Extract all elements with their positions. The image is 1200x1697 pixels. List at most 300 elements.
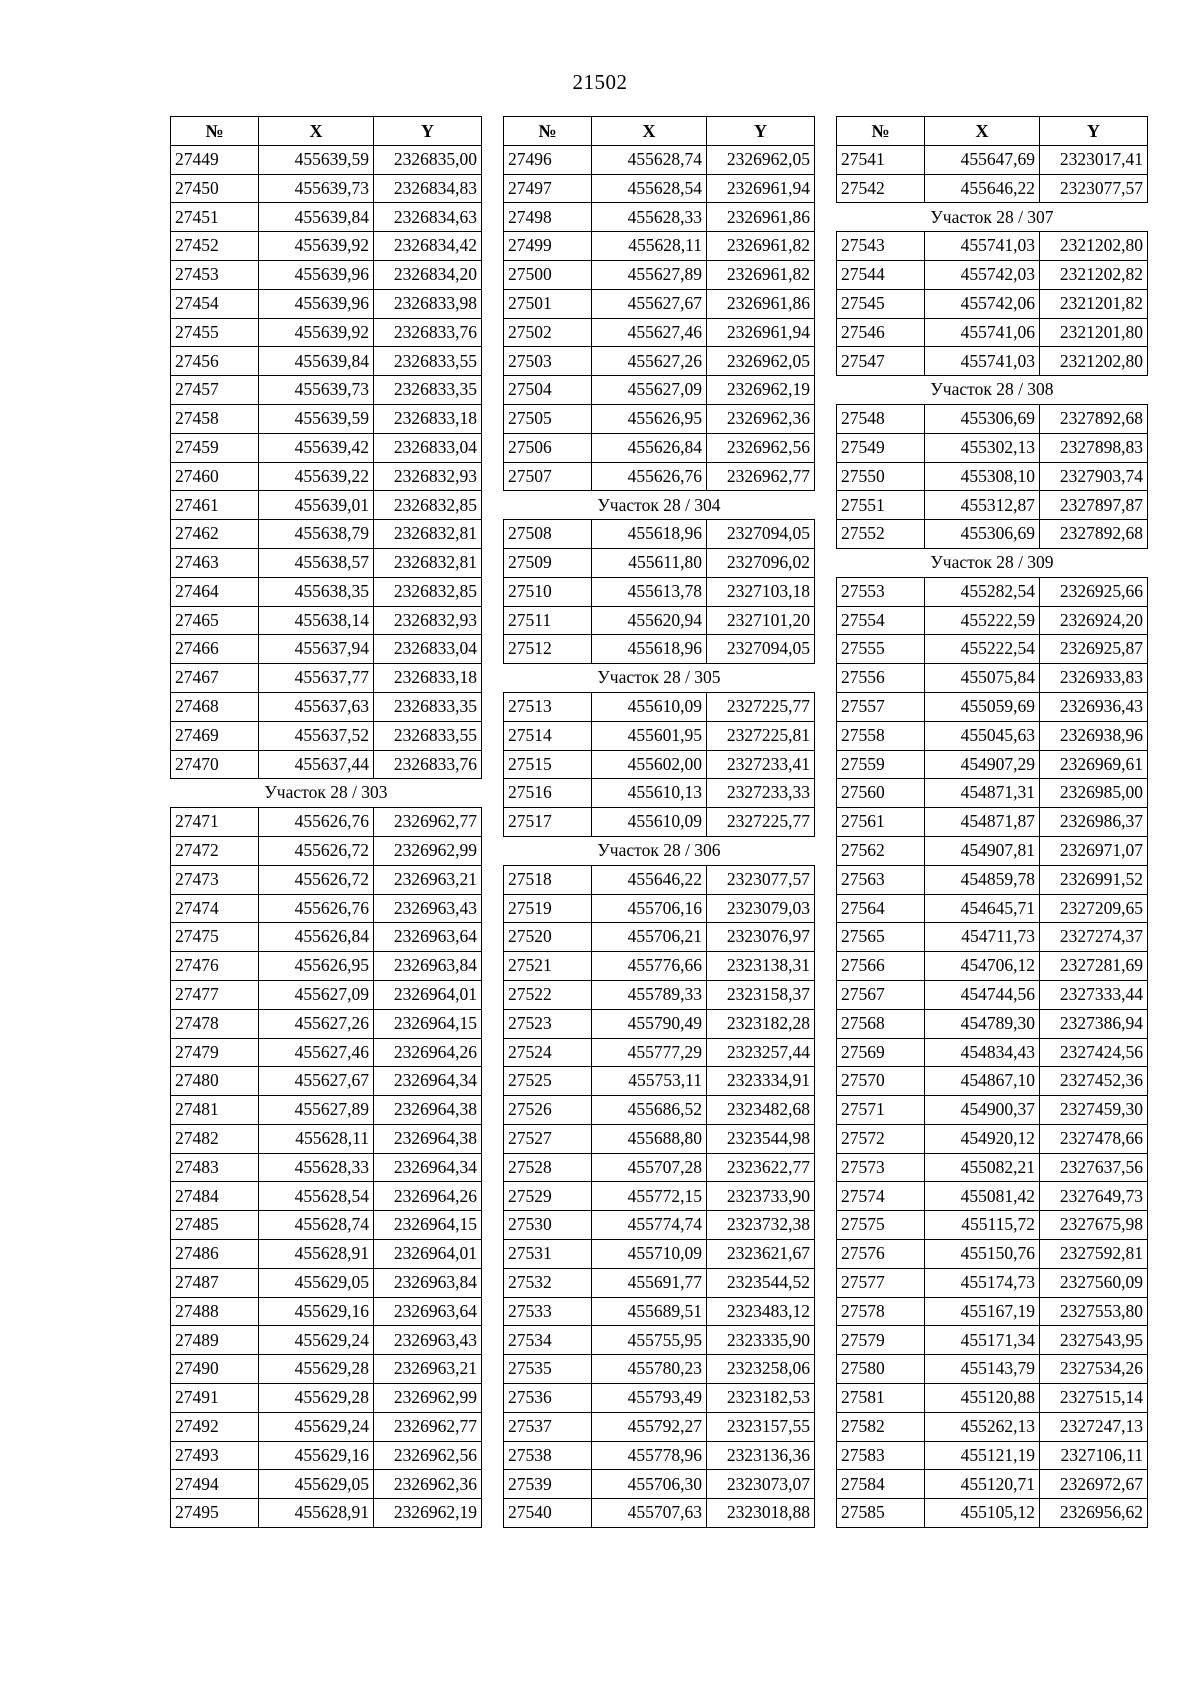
table-row [837,1297,1148,1326]
point-number: 27513 [504,692,592,721]
table-row [171,203,482,232]
y-coordinate: 2327094,05 [707,635,815,664]
y-coordinate: 2326833,55 [374,721,482,750]
x-coordinate: 455628,54 [592,174,707,203]
point-number: 27481 [171,1096,259,1125]
y-coordinate: 2326925,87 [1040,635,1148,664]
x-coordinate: 455611,80 [592,548,707,577]
point-number: 27449 [171,145,259,174]
point-number: 27573 [837,1153,925,1182]
x-coordinate: 455626,76 [592,462,707,491]
table-row [504,808,815,837]
table-row [504,145,815,174]
y-coordinate: 2321202,80 [1040,347,1148,376]
y-coordinate: 2323079,03 [707,894,815,923]
table-row [504,347,815,376]
table-row [171,1124,482,1153]
table-row [837,606,1148,635]
table-row [504,1412,815,1441]
y-coordinate: 2326961,82 [707,260,815,289]
table-row [837,1355,1148,1384]
x-coordinate: 455628,33 [259,1153,374,1182]
x-coordinate: 455222,54 [925,635,1040,664]
point-number: 27500 [504,260,592,289]
point-number: 27455 [171,318,259,347]
coordinate-table [836,116,1148,1528]
table-row [504,1124,815,1153]
table-row [171,664,482,693]
y-coordinate: 2326962,77 [374,808,482,837]
y-coordinate: 2327553,80 [1040,1297,1148,1326]
point-number: 27459 [171,433,259,462]
y-coordinate: 2326833,55 [374,347,482,376]
point-number: 27532 [504,1268,592,1297]
point-number: 27492 [171,1412,259,1441]
x-coordinate: 455627,26 [259,1009,374,1038]
table-row [504,692,815,721]
x-coordinate: 455780,23 [592,1355,707,1384]
x-coordinate: 455610,09 [592,808,707,837]
table-row [171,289,482,318]
section-title: Участок 28 / 305 [504,664,815,693]
x-coordinate: 455790,49 [592,1009,707,1038]
point-number: 27584 [837,1470,925,1499]
point-number: 27547 [837,347,925,376]
table-row [171,1499,482,1528]
point-number: 27536 [504,1384,592,1413]
x-coordinate: 455262,13 [925,1412,1040,1441]
y-coordinate: 2326963,43 [374,1326,482,1355]
point-number: 27553 [837,577,925,606]
x-coordinate: 454744,56 [925,980,1040,1009]
point-number: 27571 [837,1096,925,1125]
table-row [171,1009,482,1038]
table-row [171,145,482,174]
y-coordinate: 2326962,56 [707,433,815,462]
table-row [171,1470,482,1499]
table-row [171,548,482,577]
point-number: 27511 [504,606,592,635]
table-row [837,1009,1148,1038]
table-row [837,174,1148,203]
point-number: 27487 [171,1268,259,1297]
point-number: 27544 [837,260,925,289]
x-coordinate: 455626,95 [259,952,374,981]
y-coordinate: 2326833,76 [374,750,482,779]
x-coordinate: 454871,31 [925,779,1040,808]
x-coordinate: 455628,91 [259,1499,374,1528]
x-coordinate: 455306,69 [925,520,1040,549]
y-coordinate: 2327892,68 [1040,404,1148,433]
point-number: 27498 [504,203,592,232]
point-number: 27462 [171,520,259,549]
table-row [837,1067,1148,1096]
point-number: 27465 [171,606,259,635]
y-coordinate: 2327560,09 [1040,1268,1148,1297]
y-coordinate: 2326961,94 [707,318,815,347]
x-coordinate: 455639,01 [259,491,374,520]
x-coordinate: 455639,73 [259,376,374,405]
point-number: 27461 [171,491,259,520]
y-coordinate: 2326834,42 [374,232,482,261]
point-number: 27488 [171,1297,259,1326]
table-row [837,433,1148,462]
point-number: 27534 [504,1326,592,1355]
y-coordinate: 2326962,05 [707,347,815,376]
x-coordinate: 455115,72 [925,1211,1040,1240]
x-coordinate: 455639,73 [259,174,374,203]
table-row [171,491,482,520]
table-row [837,289,1148,318]
table-row [504,174,815,203]
point-number: 27554 [837,606,925,635]
x-coordinate: 455629,28 [259,1355,374,1384]
table-row [171,606,482,635]
table-row [171,404,482,433]
x-coordinate: 455629,24 [259,1326,374,1355]
x-coordinate: 455075,84 [925,664,1040,693]
point-number: 27510 [504,577,592,606]
table-row [504,721,815,750]
x-coordinate: 454834,43 [925,1038,1040,1067]
point-number: 27472 [171,836,259,865]
y-coordinate: 2326833,98 [374,289,482,318]
x-coordinate: 455627,09 [259,980,374,1009]
x-coordinate: 455121,19 [925,1441,1040,1470]
y-coordinate: 2326963,84 [374,952,482,981]
x-coordinate: 455741,03 [925,232,1040,261]
section-row [504,836,815,865]
x-coordinate: 455639,84 [259,203,374,232]
point-number: 27528 [504,1153,592,1182]
y-coordinate: 2327101,20 [707,606,815,635]
point-number: 27527 [504,1124,592,1153]
point-number: 27482 [171,1124,259,1153]
section-row [504,664,815,693]
table-row [504,1153,815,1182]
point-number: 27525 [504,1067,592,1096]
table-row [837,894,1148,923]
point-number: 27582 [837,1412,925,1441]
y-coordinate: 2327281,69 [1040,952,1148,981]
table-row [837,1441,1148,1470]
table-row [171,923,482,952]
point-number: 27565 [837,923,925,952]
table-row [837,1182,1148,1211]
y-coordinate: 2323182,28 [707,1009,815,1038]
x-coordinate: 455741,06 [925,318,1040,347]
y-coordinate: 2326964,15 [374,1211,482,1240]
table-row [171,1067,482,1096]
table-row [504,1297,815,1326]
point-number: 27572 [837,1124,925,1153]
table-row [837,1326,1148,1355]
x-coordinate: 455710,09 [592,1240,707,1269]
x-coordinate: 454907,29 [925,750,1040,779]
table-row [837,692,1148,721]
point-number: 27585 [837,1499,925,1528]
x-coordinate: 455772,15 [592,1182,707,1211]
point-number: 27509 [504,548,592,577]
table-row [837,1038,1148,1067]
point-number: 27451 [171,203,259,232]
x-coordinate: 455628,11 [259,1124,374,1153]
table-row [504,462,815,491]
table-row [504,1268,815,1297]
table-row [504,1182,815,1211]
point-number: 27506 [504,433,592,462]
point-number: 27540 [504,1499,592,1528]
x-coordinate: 455629,05 [259,1268,374,1297]
y-coordinate: 2323077,57 [707,865,815,894]
y-coordinate: 2327225,77 [707,808,815,837]
table-row [837,1268,1148,1297]
y-coordinate: 2327592,81 [1040,1240,1148,1269]
y-coordinate: 2326963,64 [374,1297,482,1326]
y-coordinate: 2326833,04 [374,635,482,664]
y-coordinate: 2326963,84 [374,1268,482,1297]
point-number: 27518 [504,865,592,894]
x-coordinate: 455789,33 [592,980,707,1009]
y-coordinate: 2323544,98 [707,1124,815,1153]
point-number: 27512 [504,635,592,664]
table-row [504,1009,815,1038]
x-coordinate: 454706,12 [925,952,1040,981]
y-coordinate: 2327675,98 [1040,1211,1148,1240]
x-coordinate: 454711,73 [925,923,1040,952]
y-coordinate: 2327209,65 [1040,894,1148,923]
x-coordinate: 455639,96 [259,260,374,289]
point-number: 27517 [504,808,592,837]
table-row [171,376,482,405]
table-row [837,462,1148,491]
x-coordinate: 455637,94 [259,635,374,664]
point-number: 27562 [837,836,925,865]
table-row [504,318,815,347]
x-coordinate: 455626,72 [259,865,374,894]
table-row [504,1499,815,1528]
point-number: 27542 [837,174,925,203]
x-coordinate: 455045,63 [925,721,1040,750]
x-coordinate: 455308,10 [925,462,1040,491]
table-row [837,1470,1148,1499]
y-coordinate: 2326972,67 [1040,1470,1148,1499]
point-number: 27453 [171,260,259,289]
table-row [504,433,815,462]
table-row [837,1384,1148,1413]
table-row [837,721,1148,750]
x-coordinate: 455120,71 [925,1470,1040,1499]
y-coordinate: 2326963,43 [374,894,482,923]
point-number: 27526 [504,1096,592,1125]
y-coordinate: 2326833,76 [374,318,482,347]
y-coordinate: 2326834,63 [374,203,482,232]
y-coordinate: 2326963,21 [374,1355,482,1384]
y-coordinate: 2327543,95 [1040,1326,1148,1355]
x-coordinate: 455777,29 [592,1038,707,1067]
y-coordinate: 2326832,85 [374,577,482,606]
x-coordinate: 455688,80 [592,1124,707,1153]
x-coordinate: 455167,19 [925,1297,1040,1326]
point-number: 27563 [837,865,925,894]
y-coordinate: 2327247,13 [1040,1412,1148,1441]
y-coordinate: 2326833,18 [374,664,482,693]
x-coordinate: 455081,42 [925,1182,1040,1211]
x-coordinate: 455742,03 [925,260,1040,289]
table-row [171,692,482,721]
y-coordinate: 2326964,26 [374,1182,482,1211]
header-num: № [171,117,259,146]
x-coordinate: 455628,91 [259,1240,374,1269]
y-coordinate: 2326985,00 [1040,779,1148,808]
y-coordinate: 2327892,68 [1040,520,1148,549]
table-row [171,577,482,606]
table-row [504,1326,815,1355]
y-coordinate: 2326961,82 [707,232,815,261]
x-coordinate: 454859,78 [925,865,1040,894]
x-coordinate: 455793,49 [592,1384,707,1413]
y-coordinate: 2326962,99 [374,836,482,865]
table-row [504,980,815,1009]
y-coordinate: 2326834,20 [374,260,482,289]
point-number: 27484 [171,1182,259,1211]
y-coordinate: 2327094,05 [707,520,815,549]
point-number: 27549 [837,433,925,462]
point-number: 27489 [171,1326,259,1355]
x-coordinate: 455707,63 [592,1499,707,1528]
table-row [837,404,1148,433]
point-number: 27493 [171,1441,259,1470]
y-coordinate: 2326991,52 [1040,865,1148,894]
x-coordinate: 455143,79 [925,1355,1040,1384]
section-title: Участок 28 / 303 [171,779,482,808]
point-number: 27495 [171,1499,259,1528]
point-number: 27552 [837,520,925,549]
y-coordinate: 2323257,44 [707,1038,815,1067]
table-row [504,894,815,923]
header-row [837,117,1148,146]
point-number: 27491 [171,1384,259,1413]
section-title: Участок 28 / 308 [837,376,1148,405]
x-coordinate: 455610,09 [592,692,707,721]
y-coordinate: 2323621,67 [707,1240,815,1269]
table-row [837,952,1148,981]
table-row [837,260,1148,289]
x-coordinate: 455646,22 [925,174,1040,203]
x-coordinate: 455312,87 [925,491,1040,520]
y-coordinate: 2326925,66 [1040,577,1148,606]
point-number: 27546 [837,318,925,347]
x-coordinate: 455638,57 [259,548,374,577]
x-coordinate: 455638,14 [259,606,374,635]
y-coordinate: 2326938,96 [1040,721,1148,750]
x-coordinate: 455610,13 [592,779,707,808]
x-coordinate: 455689,51 [592,1297,707,1326]
table-row [837,1412,1148,1441]
x-coordinate: 455282,54 [925,577,1040,606]
header-num: № [837,117,925,146]
y-coordinate: 2326835,00 [374,145,482,174]
point-number: 27457 [171,376,259,405]
header-y: Y [707,117,815,146]
table-row [504,1211,815,1240]
table-row [837,1240,1148,1269]
table-row [171,1182,482,1211]
table-row [837,664,1148,693]
x-coordinate: 455755,95 [592,1326,707,1355]
point-number: 27539 [504,1470,592,1499]
x-coordinate: 455618,96 [592,520,707,549]
point-number: 27470 [171,750,259,779]
y-coordinate: 2323077,57 [1040,174,1148,203]
table-row [504,635,815,664]
point-number: 27533 [504,1297,592,1326]
y-coordinate: 2327103,18 [707,577,815,606]
x-coordinate: 455753,11 [592,1067,707,1096]
table-row [837,232,1148,261]
y-coordinate: 2326962,05 [707,145,815,174]
x-coordinate: 455778,96 [592,1441,707,1470]
point-number: 27466 [171,635,259,664]
point-number: 27483 [171,1153,259,1182]
table-row [837,750,1148,779]
point-number: 27508 [504,520,592,549]
table-row [504,606,815,635]
point-number: 27522 [504,980,592,1009]
x-coordinate: 455626,76 [259,894,374,923]
y-coordinate: 2327233,41 [707,750,815,779]
point-number: 27507 [504,462,592,491]
y-coordinate: 2326833,35 [374,376,482,405]
x-coordinate: 455646,22 [592,865,707,894]
table-row [171,1326,482,1355]
table-row [171,433,482,462]
point-number: 27475 [171,923,259,952]
x-coordinate: 455120,88 [925,1384,1040,1413]
point-number: 27556 [837,664,925,693]
x-coordinate: 455302,13 [925,433,1040,462]
point-number: 27564 [837,894,925,923]
x-coordinate: 454907,81 [925,836,1040,865]
y-coordinate: 2326962,19 [707,376,815,405]
x-coordinate: 455637,63 [259,692,374,721]
point-number: 27538 [504,1441,592,1470]
page-number: 21502 [572,70,628,94]
point-number: 27501 [504,289,592,318]
table-row [837,836,1148,865]
point-number: 27494 [171,1470,259,1499]
table-row [504,952,815,981]
point-number: 27473 [171,865,259,894]
point-number: 27454 [171,289,259,318]
table-row [837,923,1148,952]
x-coordinate: 455776,66 [592,952,707,981]
x-coordinate: 455626,84 [592,433,707,462]
y-coordinate: 2327333,44 [1040,980,1148,1009]
y-coordinate: 2321201,82 [1040,289,1148,318]
table-row [171,462,482,491]
y-coordinate: 2323018,88 [707,1499,815,1528]
point-number: 27551 [837,491,925,520]
x-coordinate: 455627,67 [592,289,707,318]
point-number: 27543 [837,232,925,261]
y-coordinate: 2323138,31 [707,952,815,981]
point-number: 27496 [504,145,592,174]
y-coordinate: 2326956,62 [1040,1499,1148,1528]
y-coordinate: 2323732,38 [707,1211,815,1240]
header-x: X [259,117,374,146]
table-row [171,347,482,376]
